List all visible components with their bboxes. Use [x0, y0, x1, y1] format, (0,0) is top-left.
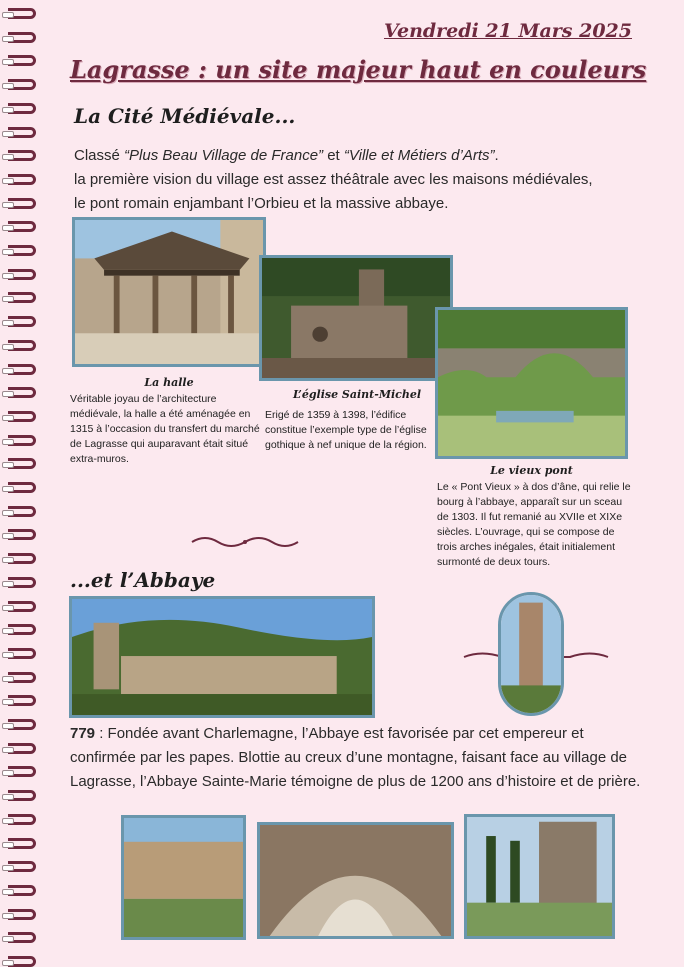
halle-photo: [72, 217, 266, 367]
spiral-ring: [8, 482, 36, 493]
cloister-photo: [121, 815, 246, 940]
spiral-ring: [8, 601, 36, 612]
spiral-ring: [8, 506, 36, 517]
pont-title: Le vieux pont: [490, 464, 573, 477]
spiral-ring: [8, 245, 36, 256]
gardens-photo: [464, 814, 615, 939]
spiral-ring: [8, 719, 36, 730]
spiral-ring: [8, 269, 36, 280]
spiral-ring: [8, 577, 36, 588]
spiral-ring: [8, 292, 36, 303]
spiral-ring: [8, 32, 36, 43]
spiral-ring: [8, 838, 36, 849]
spiral-ring: [8, 174, 36, 185]
spiral-ring: [8, 909, 36, 920]
abbaye-year: 779: [70, 725, 96, 742]
spiral-ring: [8, 150, 36, 161]
spiral-ring: [8, 79, 36, 90]
intro-paragraph: [74, 144, 644, 216]
spiral-ring: [8, 790, 36, 801]
spiral-ring: [8, 553, 36, 564]
section-title-abbaye: ...et l’Abbaye: [70, 568, 216, 592]
eglise-title: L’église Saint-Michel: [292, 388, 422, 401]
page-date: Vendredi 21 Mars 2025: [383, 20, 632, 42]
spiral-ring: [8, 624, 36, 635]
spiral-ring: [8, 435, 36, 446]
section-title-cite: La Cité Médiévale...: [74, 104, 296, 128]
spiral-ring: [8, 695, 36, 706]
spiral-ring: [8, 766, 36, 777]
spiral-ring: [8, 340, 36, 351]
spiral-ring: [8, 814, 36, 825]
spiral-ring: [8, 127, 36, 138]
halle-caption: Véritable joyau de l’architecture médiévale, la halle a été aménagée en 1315 à l’occasion du transfert du marché de Lagrasse qui auparavant était situé extra-muros.: [70, 393, 260, 465]
spiral-ring: [8, 103, 36, 114]
tower-photo: [498, 592, 564, 716]
divider-ornament: [190, 532, 300, 550]
page-title: Lagrasse : un site majeur haut en couleurs: [70, 55, 647, 84]
abbaye-text: : Fondée avant Charlemagne, l’Abbaye est favorisée par cet empereur et confirmée par les papes. Blottie au creux d’une montagne, faisant face au village de Lagrasse, l’Abbaye Sainte-Marie témoigne de plus de 1200 ans d’histoire et de prière.: [70, 725, 641, 790]
pont-photo: [435, 307, 628, 459]
intro-text: et: [323, 147, 344, 164]
spiral-ring: [8, 743, 36, 754]
spiral-ring: [8, 221, 36, 232]
eglise-photo: [259, 255, 453, 381]
spiral-ring: [8, 316, 36, 327]
spiral-ring: [8, 458, 36, 469]
spiral-ring: [8, 672, 36, 683]
spiral-binding: [0, 0, 44, 965]
vault-photo: [257, 822, 454, 939]
pont-caption: Le « Pont Vieux » à dos d’âne, qui relie le bourg à l’abbaye, apparaît sur un sceau de 1303. Il fut remanié au XVIIe et XIXe siècles. L’ouvrage, qui se compose de trois arches inégales, était initialement surmonté de deux tours.: [437, 481, 631, 568]
intro-line-3: le pont romain enjambant l’Orbieu et la massive abbaye.: [74, 195, 449, 212]
spiral-ring: [8, 529, 36, 540]
spiral-ring: [8, 55, 36, 66]
spiral-ring: [8, 885, 36, 896]
spiral-ring: [8, 932, 36, 943]
spiral-ring: [8, 198, 36, 209]
spiral-ring: [8, 387, 36, 398]
label-plus-beau-village: “Plus Beau Village de France”: [124, 147, 324, 164]
abbaye-paragraph: [70, 722, 650, 794]
intro-text: Classé: [74, 147, 125, 164]
eglise-caption: Erigé de 1359 à 1398, l’édifice constitue l’exemple type de l’église gothique à nef unique de la région.: [265, 409, 427, 451]
spiral-ring: [8, 861, 36, 872]
intro-line-2: la première vision du village est assez théâtrale avec les maisons médiévales,: [74, 171, 593, 188]
spiral-ring: [8, 8, 36, 19]
intro-text: .: [494, 147, 499, 164]
spiral-ring: [8, 364, 36, 375]
spiral-ring: [8, 648, 36, 659]
spiral-ring: [8, 411, 36, 422]
label-ville-metiers: “Ville et Métiers d’Arts”: [343, 147, 495, 164]
spiral-ring: [8, 956, 36, 967]
halle-title: La halle: [144, 376, 194, 389]
abbaye-panorama-photo: [69, 596, 375, 718]
